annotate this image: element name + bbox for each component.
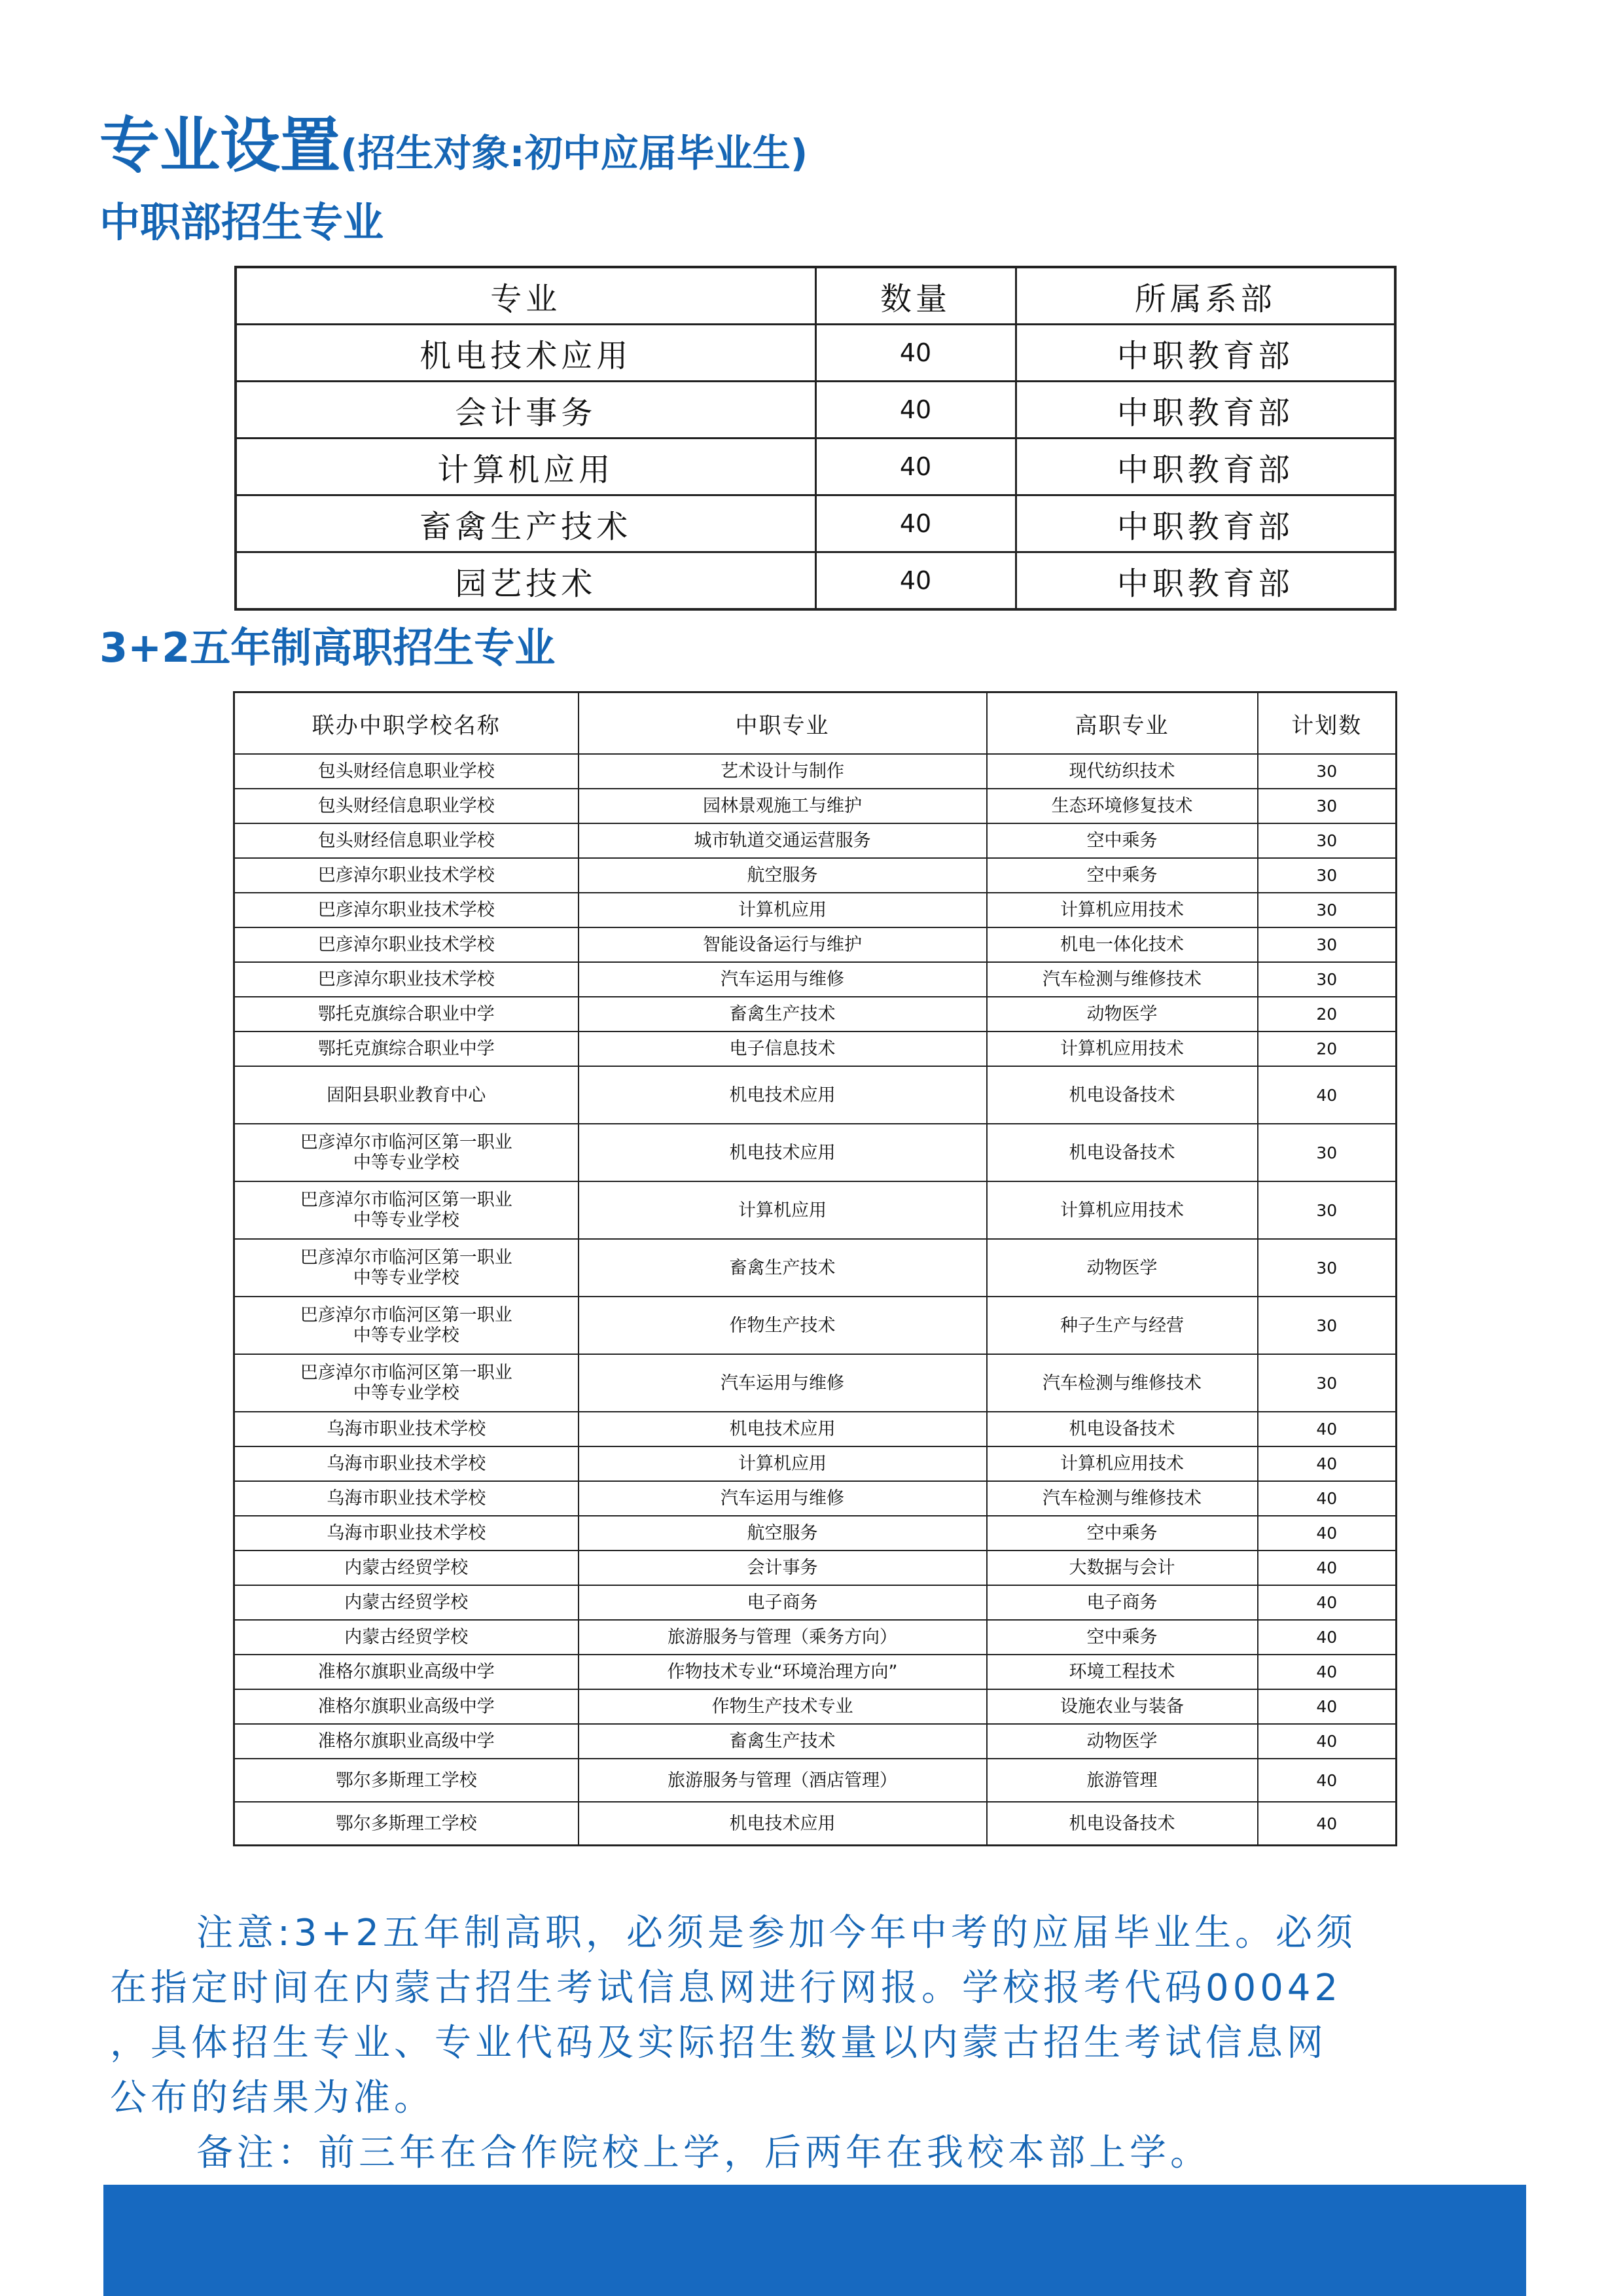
page-title-main: 专业设置 (99, 111, 341, 181)
table-cell: 作物技术专业“环境治理方向” (579, 1655, 987, 1689)
table-cell: 乌海市职业技术学校 (234, 1446, 579, 1481)
table-cell: 乌海市职业技术学校 (234, 1412, 579, 1446)
column-header: 高职专业 (987, 692, 1258, 755)
table-cell: 准格尔旗职业高级中学 (234, 1689, 579, 1724)
table-cell: 40 (1258, 1516, 1397, 1551)
table-cell: 巴彦淖尔市临河区第一职业 中等专业学校 (234, 1239, 579, 1297)
table-row (234, 1689, 1397, 1724)
table-row (234, 1724, 1397, 1759)
table-cell: 动物医学 (987, 997, 1258, 1031)
table-row (236, 382, 1395, 439)
table-cell: 巴彦淖尔职业技术学校 (234, 858, 579, 893)
table-cell: 空中乘务 (987, 1516, 1258, 1551)
table-cell: 机电技术应用 (579, 1412, 987, 1446)
table-cell: 园林景观施工与维护 (579, 789, 987, 823)
column-header: 计划数 (1258, 692, 1397, 755)
table-cell: 巴彦淖尔市临河区第一职业 中等专业学校 (234, 1124, 579, 1181)
table-cell: 40 (815, 439, 1016, 495)
table-cell: 40 (1258, 1066, 1397, 1124)
table-cell: 会计事务 (579, 1551, 987, 1585)
table-cell: 计算机应用 (579, 1446, 987, 1481)
table-cell: 汽车运用与维修 (579, 962, 987, 997)
table-cell: 包头财经信息职业学校 (234, 823, 579, 858)
remark-line: 备注：前三年在合作院校上学，后两年在我校本部上学。 (196, 2132, 1211, 2174)
table-cell: 包头财经信息职业学校 (234, 754, 579, 789)
table-row (236, 439, 1395, 495)
table-cell: 电子信息技术 (579, 1031, 987, 1066)
table-cell: 中职教育部 (1016, 382, 1395, 439)
table-cell: 40 (1258, 1412, 1397, 1446)
table-cell: 中职教育部 (1016, 552, 1395, 610)
table-cell: 计算机应用 (236, 439, 815, 495)
table-cell: 机电技术应用 (579, 1802, 987, 1846)
table-cell: 计算机应用技术 (987, 1181, 1258, 1239)
table-cell: 机电技术应用 (579, 1066, 987, 1124)
table-cell: 40 (1258, 1759, 1397, 1802)
column-header: 数量 (815, 267, 1016, 325)
table-cell: 旅游服务与管理（酒店管理） (579, 1759, 987, 1802)
table-cell: 40 (1258, 1585, 1397, 1620)
table-cell: 畜禽生产技术 (579, 1724, 987, 1759)
five-year-majors-table (233, 691, 1397, 1846)
page-subtitle: (招生对象:初中应届毕业生) (340, 131, 808, 175)
table-row (234, 1802, 1397, 1846)
table-cell: 包头财经信息职业学校 (234, 789, 579, 823)
table-cell: 汽车检测与维修技术 (987, 962, 1258, 997)
table-cell: 空中乘务 (987, 1620, 1258, 1655)
table-cell: 20 (1258, 997, 1397, 1031)
table-row (234, 1239, 1397, 1297)
table-cell: 作物生产技术专业 (579, 1689, 987, 1724)
table-cell: 航空服务 (579, 858, 987, 893)
table-cell: 汽车运用与维修 (579, 1354, 987, 1412)
table-cell: 固阳县职业教育中心 (234, 1066, 579, 1124)
table-cell: 巴彦淖尔市临河区第一职业 中等专业学校 (234, 1297, 579, 1354)
table-row (234, 823, 1397, 858)
table-cell: 巴彦淖尔职业技术学校 (234, 927, 579, 962)
note-line-2: 在指定时间在内蒙古招生考试信息网进行网报。学校报考代码00042 (110, 1967, 1342, 2009)
note-line-3: ，具体招生专业、专业代码及实际招生数量以内蒙古招生考试信息网 (110, 2022, 1327, 2064)
table-cell: 30 (1258, 962, 1397, 997)
table-cell: 40 (815, 495, 1016, 552)
table-row (234, 1655, 1397, 1689)
table-cell: 机电设备技术 (987, 1066, 1258, 1124)
table-cell: 30 (1258, 1239, 1397, 1297)
table-cell: 机电技术应用 (579, 1124, 987, 1181)
column-header: 所属系部 (1016, 267, 1395, 325)
table-cell: 40 (1258, 1481, 1397, 1516)
table-row (234, 1297, 1397, 1354)
table-cell: 智能设备运行与维护 (579, 927, 987, 962)
table-cell: 40 (815, 552, 1016, 610)
column-header: 中职专业 (579, 692, 987, 755)
table-cell: 内蒙古经贸学校 (234, 1585, 579, 1620)
table-cell: 40 (815, 382, 1016, 439)
table-cell: 40 (1258, 1620, 1397, 1655)
table-cell: 30 (1258, 893, 1397, 927)
table-cell: 环境工程技术 (987, 1655, 1258, 1689)
table-cell: 大数据与会计 (987, 1551, 1258, 1585)
table-cell: 会计事务 (236, 382, 815, 439)
table-row (234, 1124, 1397, 1181)
table-row (234, 789, 1397, 823)
table-cell: 30 (1258, 823, 1397, 858)
table-cell: 20 (1258, 1031, 1397, 1066)
table-row (234, 1551, 1397, 1585)
table-cell: 准格尔旗职业高级中学 (234, 1655, 579, 1689)
table-header-row (236, 267, 1395, 325)
table-cell: 计算机应用 (579, 893, 987, 927)
table-cell: 计算机应用技术 (987, 1446, 1258, 1481)
table-cell: 30 (1258, 1297, 1397, 1354)
table-row (236, 325, 1395, 382)
table-cell: 准格尔旗职业高级中学 (234, 1724, 579, 1759)
table-cell: 设施农业与装备 (987, 1689, 1258, 1724)
table-cell: 艺术设计与制作 (579, 754, 987, 789)
table-cell: 畜禽生产技术 (236, 495, 815, 552)
table-row (234, 997, 1397, 1031)
table-cell: 城市轨道交通运营服务 (579, 823, 987, 858)
table-cell: 种子生产与经营 (987, 1297, 1258, 1354)
table-cell: 电子商务 (579, 1585, 987, 1620)
table-cell: 电子商务 (987, 1585, 1258, 1620)
table-cell: 30 (1258, 754, 1397, 789)
table-cell: 旅游服务与管理（乘务方向） (579, 1620, 987, 1655)
table-cell: 园艺技术 (236, 552, 815, 610)
table-cell: 汽车检测与维修技术 (987, 1354, 1258, 1412)
table-cell: 30 (1258, 789, 1397, 823)
table-cell: 40 (1258, 1551, 1397, 1585)
note-line-1: 注意:3+2五年制高职，必须是参加今年中考的应届毕业生。必须 (196, 1912, 1357, 1954)
table-cell: 机电设备技术 (987, 1124, 1258, 1181)
table-cell: 机电设备技术 (987, 1802, 1258, 1846)
table-cell: 计算机应用 (579, 1181, 987, 1239)
table-cell: 旅游管理 (987, 1759, 1258, 1802)
table-cell: 生态环境修复技术 (987, 789, 1258, 823)
table-row (236, 495, 1395, 552)
table-row (234, 1412, 1397, 1446)
secondary-majors-table (234, 266, 1397, 611)
table-cell: 乌海市职业技术学校 (234, 1516, 579, 1551)
table-row (234, 1620, 1397, 1655)
table-row (234, 1066, 1397, 1124)
table-cell: 中职教育部 (1016, 495, 1395, 552)
table-cell: 空中乘务 (987, 823, 1258, 858)
table-row (234, 1446, 1397, 1481)
table-cell: 40 (1258, 1655, 1397, 1689)
table-cell: 40 (1258, 1724, 1397, 1759)
table-row (234, 1354, 1397, 1412)
table-cell: 汽车运用与维修 (579, 1481, 987, 1516)
table-row (234, 754, 1397, 789)
table-row (234, 927, 1397, 962)
table-cell: 鄂托克旗综合职业中学 (234, 997, 579, 1031)
table-row (234, 893, 1397, 927)
table-cell: 动物医学 (987, 1239, 1258, 1297)
table-header-row (234, 692, 1397, 755)
table-row (236, 552, 1395, 610)
table-row (234, 1031, 1397, 1066)
table-cell: 鄂托克旗综合职业中学 (234, 1031, 579, 1066)
table-cell: 中职教育部 (1016, 439, 1395, 495)
table-cell: 30 (1258, 858, 1397, 893)
table-cell: 巴彦淖尔职业技术学校 (234, 893, 579, 927)
table-cell: 中职教育部 (1016, 325, 1395, 382)
table-row (234, 1481, 1397, 1516)
table-cell: 机电一体化技术 (987, 927, 1258, 962)
table-cell: 乌海市职业技术学校 (234, 1481, 579, 1516)
table-cell: 作物生产技术 (579, 1297, 987, 1354)
table-cell: 40 (1258, 1689, 1397, 1724)
table-cell: 巴彦淖尔市临河区第一职业 中等专业学校 (234, 1354, 579, 1412)
column-header: 联办中职学校名称 (234, 692, 579, 755)
column-header: 专业 (236, 267, 815, 325)
table-cell: 动物医学 (987, 1724, 1258, 1759)
page-title (99, 110, 808, 189)
table-cell: 30 (1258, 1124, 1397, 1181)
table-cell: 汽车检测与维修技术 (987, 1481, 1258, 1516)
table-cell: 30 (1258, 927, 1397, 962)
table-cell: 鄂尔多斯理工学校 (234, 1759, 579, 1802)
table-row (234, 1516, 1397, 1551)
table-row (234, 858, 1397, 893)
table-cell: 内蒙古经贸学校 (234, 1620, 579, 1655)
table-cell: 内蒙古经贸学校 (234, 1551, 579, 1585)
bottom-bar (103, 2185, 1526, 2296)
table-cell: 畜禽生产技术 (579, 1239, 987, 1297)
section1-title: 中职部招生专业 (99, 198, 384, 246)
table-cell: 40 (1258, 1446, 1397, 1481)
table-cell: 40 (815, 325, 1016, 382)
table-cell: 计算机应用技术 (987, 1031, 1258, 1066)
table-cell: 30 (1258, 1354, 1397, 1412)
table-row (234, 1181, 1397, 1239)
table-cell: 航空服务 (579, 1516, 987, 1551)
table-cell: 巴彦淖尔市临河区第一职业 中等专业学校 (234, 1181, 579, 1239)
table-cell: 机电设备技术 (987, 1412, 1258, 1446)
table-row (234, 1759, 1397, 1802)
table-cell: 空中乘务 (987, 858, 1258, 893)
table-cell: 30 (1258, 1181, 1397, 1239)
section2-title: 3+2五年制高职招生专业 (99, 624, 556, 672)
table-cell: 机电技术应用 (236, 325, 815, 382)
table-cell: 计算机应用技术 (987, 893, 1258, 927)
table-cell: 40 (1258, 1802, 1397, 1846)
table-cell: 鄂尔多斯理工学校 (234, 1802, 579, 1846)
note-line-4: 公布的结果为准。 (110, 2077, 435, 2119)
table-row (234, 962, 1397, 997)
table-cell: 畜禽生产技术 (579, 997, 987, 1031)
table-row (234, 1585, 1397, 1620)
table-cell: 巴彦淖尔职业技术学校 (234, 962, 579, 997)
table-cell: 现代纺织技术 (987, 754, 1258, 789)
